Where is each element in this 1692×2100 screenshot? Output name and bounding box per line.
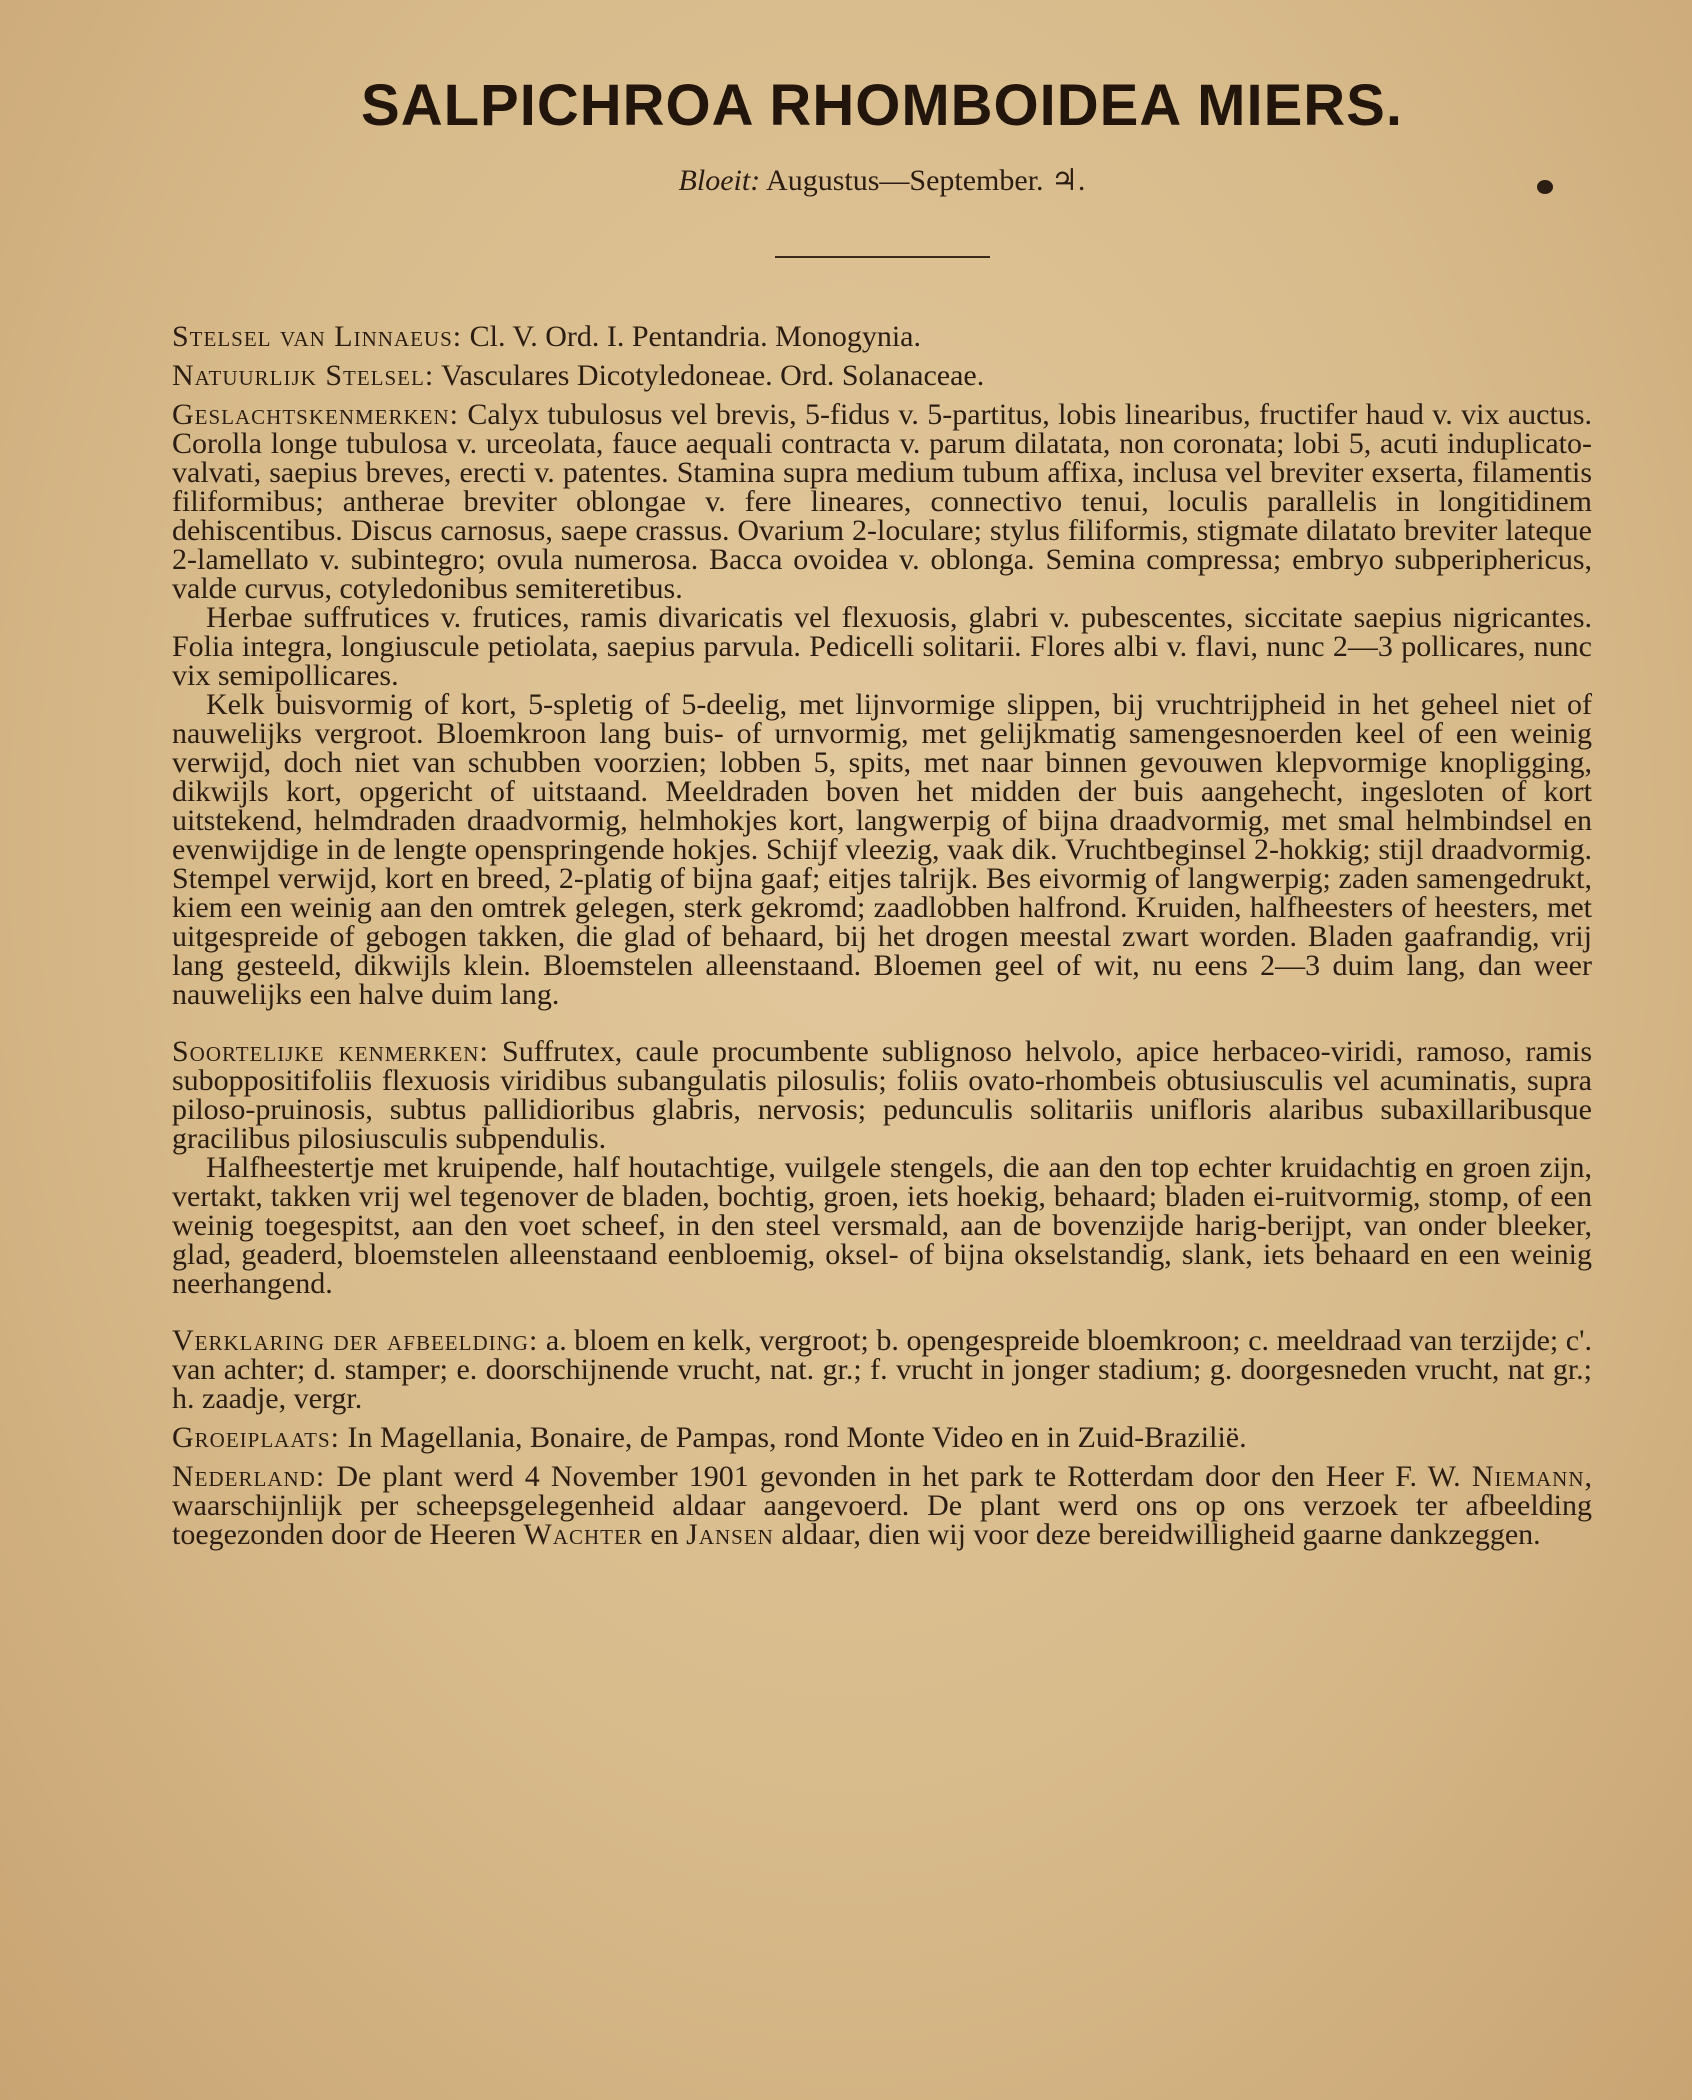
linnaeus-text: Cl. V. Ord. I. Pentandria. Monogynia. — [469, 320, 921, 353]
species-title: SALPICHROA RHOMBOIDEA MIERS. — [361, 73, 1403, 138]
genus-characters-text: Calyx tubulosus vel brevis, 5-fidus v. 5-partitus, lobis linearibus, fructifer haud v. vix auctus. Corolla longe tubulosa v. urceolata, fauce aequali contracta v. parum dilatata, non coronata; lobi 5, acuti induplicato-valvati, saepius breves, erecti v. patentes. Stamina supra medium tubum affixa, inclusa vel breviter exserta, filamentis filiformibus; antherae breviter oblongae v. fere lineares, connectivo tenui, loculis parallelis in longitidinem dehiscentibus. Discus carnosus, saepe crassus. Ovarium 2-loculare; stylus filiformis, stigmate dilatato breviter lateque 2-lamellato v. subintegro; ovula numerosa. Bacca ovoidea v. oblonga. Semina compressa; embryo subperiphericus, valde curvus, cotyledonibus semiteretibus. — [172, 398, 1593, 605]
species-characters-dutch: Halfheestertje met kruipende, half houtachtige, vuilgele stengels, die aan den top echter kruidachtig en groen zijn, vertakt, takken vrij wel tegenover de bladen, bochtig, groen, iets hoekig, behaard; bladen ei-ruitvormig, stomp, of een weinig toegespitst, aan den voet scheef, in den steel versmald, aan de bovenzijde harig-berijpt, van onder bleeker, glad, geaderd, bloemstelen alleenstaand eenbloemig, oksel- of bijna okselstandig, slank, iets behaard en een weinig neerhangend. — [172, 1151, 1592, 1300]
linnaeus-system — [172, 322, 1592, 351]
habitat-label: Groeiplaats: — [172, 1421, 341, 1454]
bloom-line — [172, 163, 1592, 198]
genus-characters-label: Geslachtskenmerken: — [172, 398, 460, 431]
natural-system — [172, 361, 1592, 390]
species-characters-label: Soortelijke kenmerken: — [172, 1035, 489, 1068]
genus-characters-dutch: Kelk buisvormig of kort, 5-spletig of 5-deelig, met lijnvormige slippen, bij vruchtrijpheid in het geheel niet of nauwelijks vergroot. Bloemkroon lang buis- of urnvormig, met gelijkmatig samengesnoerden keel of een weinig verwijd, doch niet van schubben voorzien; lobben 5, spits, met naar binnen gevouwen klepvormige knopligging, dikwijls kort, opgericht of uitstaand. Meeldraden boven het midden der buis aangehecht, ingesloten of kort uitstekend, helmdraden draadvormig, helmhokjes kort, langwerpig of bijna draadvormig, met smal helmbindsel en evenwijdige in de lengte openspringende hokjes. Schijf vleezig, vaak dik. Vruchtbeginsel 2-hokkig; stijl draadvormig. Stempel verwijd, kort en breed, 2-platig of bijna gaaf; eitjes talrijk. Bes eivormig of langwerpig; zaden samengedrukt, kiem een weinig aan den omtrek gelegen, sterk gekromd; zaadlobben halfrond. Kruiden, halfheesters of heesters, met uitgespreide of gebogen takken, die glad of behaard, bij het drogen meestal zwart worden. Bladen gaafrandig, vrij lang gesteeld, dikwijls klein. Bloemstelen alleenstaand. Bloemen geel of wit, nu eens 2—3 duim lang, dan weer nauwelijks een halve duim lang. — [172, 688, 1592, 1011]
bloom-label: Bloeit: — [678, 164, 761, 197]
natural-system-label: Natuurlijk Stelsel: — [172, 359, 435, 392]
figure-explanation-text: a. bloem en kelk, vergroot; b. opengespreide bloemkroon; c. meeldraad van terzijde; c'. van achter; d. stamper; e. doorschijnende vrucht, nat. gr.; f. vrucht in jonger stadium; g. doorgesneden vrucht, nat gr.; h. zaadje, vergr. — [172, 1324, 1593, 1415]
habitat — [172, 1423, 1592, 1452]
title-divider — [775, 256, 990, 258]
linnaeus-label: Stelsel van Linnaeus: — [172, 320, 463, 353]
natural-system-text: Vasculares Dicotyledoneae. Ord. Solanaceae. — [441, 359, 985, 392]
netherlands-label: Nederland: — [172, 1460, 326, 1493]
netherlands-text-d: aldaar, dien wij voor deze bereidwilligheid gaarne dankzeggen. — [773, 1518, 1541, 1551]
netherlands-note — [172, 1462, 1592, 1549]
habitat-text: In Magellania, Bonaire, de Pampas, rond Monte Video en in Zuid-Brazilië. — [347, 1421, 1247, 1454]
figure-explanation-label: Verklaring der afbeelding: — [172, 1324, 539, 1357]
figure-explanation — [172, 1326, 1592, 1413]
netherlands-text-a: De plant werd 4 November 1901 gevonden in het park te Rotterdam door den Heer F. W. — [336, 1460, 1472, 1493]
netherlands-text-b: , waarschijnlijk per scheepsgelegenheid aldaar aangevoerd. De plant werd ons op ons verzoek ter afbeelding toegezonden door de Heeren — [172, 1460, 1592, 1551]
person-name-wachter: Wachter — [523, 1518, 643, 1551]
genus-characters-habit: Herbae suffrutices v. frutices, ramis divaricatis vel flexuosis, glabri v. pubescentes, siccitate saepius nigricantes. Folia integra, longiuscule petiolata, saepius parvula. Pedicelli solitarii. Flores albi v. flavi, nunc 2—3 pollicares, nunc vix semipollicares. — [172, 601, 1592, 692]
species-characters-text: Suffrutex, caule procumbente sublignoso helvolo, apice herbaceo-viridi, ramoso, ramis suboppositifoliis flexuosis viridibus subangulatis pilosulis; foliis ovato-rhombeis obtusiusculis vel acuminatis, supra piloso-pruinosis, subtus pallidioribus glabris, nervosis; pedunculis solitariis unifloris alaribus subaxillaribusque gracilibus pilosiusculis subpendulis. — [172, 1035, 1593, 1155]
netherlands-text-c: en — [642, 1518, 687, 1551]
bloom-value: Augustus—September. ♃. — [766, 164, 1086, 197]
person-name-niemann: Niemann — [1471, 1460, 1585, 1493]
document-body — [172, 60, 1592, 1549]
person-name-jansen: Jansen — [686, 1518, 774, 1551]
species-characters — [172, 1037, 1592, 1153]
genus-characters — [172, 400, 1592, 603]
